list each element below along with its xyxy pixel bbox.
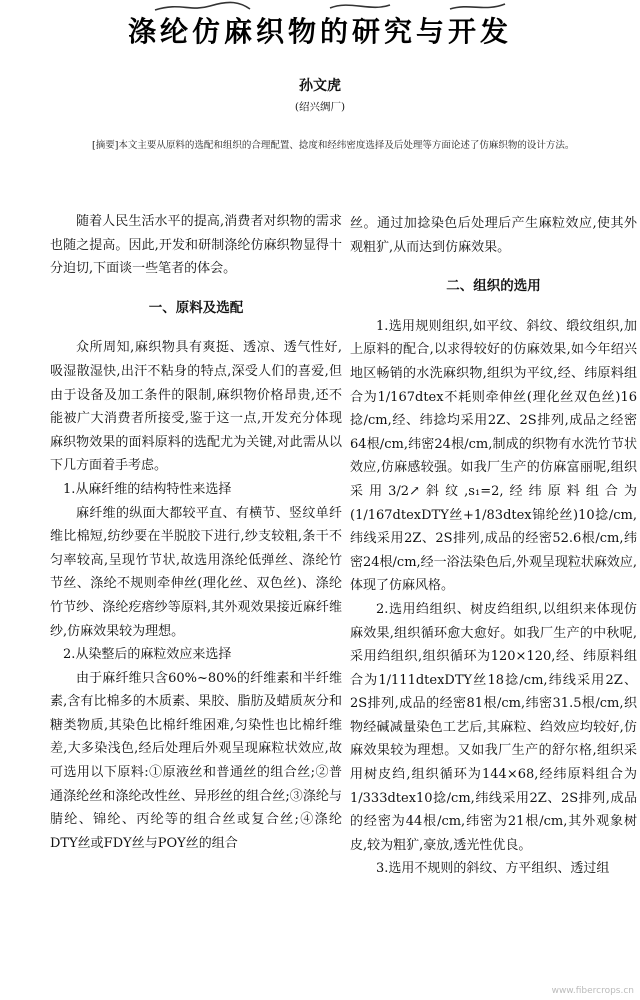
weave-item-2: 2.选用绉组织、树皮绉组织,以组织来体现仿麻效果,组织循环愈大愈好。如我厂生产的中秋呢,采用绉组织,组织循环为120×120,经、纬原料组合为1/111dtexDTY丝18捻/cm,纬线采用2Z、2S排列,成品的经密81根/cm,纬密31.5根/cm,织物经碱减量染色工艺后,其麻粒、绉效应均较好,仿麻效果较为理想。又如我厂生产的舒尔格,组织采用树皮绉,组织循环为144×68,经纬原料组合为1/333dtex10捻/cm,纬线采用2Z、2S排列,成品的经密为44根/cm,纬密为21根/cm,其外观象树皮,较为粗犷,豪放,透光性优良。 [350,601,637,853]
section-heading-weave: 二、组织的选用 [446,278,541,295]
fiber-structure-paragraph: 麻纤维的纵面大都较平直、有横节、竖纹单纤维比棉短,纺纱要在半脱胶下进行,纱支较粗,条干不匀率较高,呈现竹节状,故选用涤纶低弹丝、涤纶竹节丝、涤纶不规则牵伸丝(理化丝、双色丝)、涤纶竹节纱、涤纶疙瘩纱等原料,其外观效果接近麻纤维纱,仿麻效果较为理想。 [50,505,342,639]
section-heading-materials: 一、原料及选配 [148,299,244,316]
weave-item-1: 1.选用规则组织,如平纹、斜纹、缎纹组织,加上原料的配合,以求得较好的仿麻效果,如今年绍兴地区畅销的水洗麻织物,组织为平纹,经、纬原料组合为1/167dtex不耗则牵伸丝(理化丝双色丝)16捻/cm,经、纬捻均采用2Z、2S排列,成品之经密64根/cm,纬密24根/cm,制成的织物有水洗竹节状效应,仿麻感较强。如我厂生产的仿麻富丽呢,组织采用3/2↗斜纹,s₁=2,经纬原料组合为(1/167dtexDTY丝+1/83dtex锦纶丝)10捻/cm,纬线采用2Z、2S排列,成品的经密52.6根/cm,纬密24根/cm,经一浴法染色后,外观呈现粒状麻效应,体现了仿麻风格。 [350,318,637,594]
author-name: 孙文虎 [299,78,341,94]
dyeing-effect-paragraph: 由于麻纤维只含60%~80%的纤维素和半纤维素,含有比棉多的木质素、果胶、脂肪及蜡质灰分和糖类物质,其染色比棉纤维困难,匀染性也比棉纤维差,大多染浅色,经后处理后外观呈现麻粒状效应,故可选用以下原料:①原液丝和普通丝的组合丝;②普通涤纶丝和涤纶改性丝、异形丝的组合丝;③涤纶与腈纶、锦纶、丙纶等的组合丝或复合丝;④涤纶DTY丝或FDY丝与POY丝的组合 [50,670,342,851]
abstract-text: [摘要]本文主要从原料的选配和组织的合理配置、捻度和经纬密度选择及后处理等方面论述了仿麻织物的设计方法。 [92,140,575,151]
materials-intro-paragraph: 众所周知,麻织物具有爽挺、透凉、透气性好,吸湿散湿快,出汗不粘身的特点,深受人们的喜爱,但由于设备及加工条件的限制,麻织物价格昂贵,还不能被广大消费者所接受,鉴于这一点,开发充分体现麻织物效果的面料原料的选配尤为关键,对此需从以下几方面着手考虑。 [50,340,342,474]
author-affiliation: (绍兴绸厂) [294,101,346,113]
paper-title: 涤纶仿麻织物的研究与开发 [127,15,512,48]
left-column [50,210,342,855]
site-watermark: www.fibercrops.cn [551,986,634,996]
right-column [350,212,637,881]
weave-item-3: 3.选用不规则的斜纹、方平组织、透过组 [376,861,610,877]
intro-paragraph: 随着人民生活水平的提高,消费者对织物的需求也随之提高。因此,开发和研制涤纶仿麻织物显得十分迫切,下面谈一些笔者的体会。 [50,214,342,277]
continued-paragraph: 丝。通过加捻染色后处理后产生麻粒效应,使其外观粗犷,从而达到仿麻效果。 [350,216,637,255]
subheading-dyeing-effect: 2.从染整后的麻粒效应来选择 [63,647,232,663]
subheading-fiber-structure: 1.从麻纤维的结构特性来选择 [63,481,232,497]
